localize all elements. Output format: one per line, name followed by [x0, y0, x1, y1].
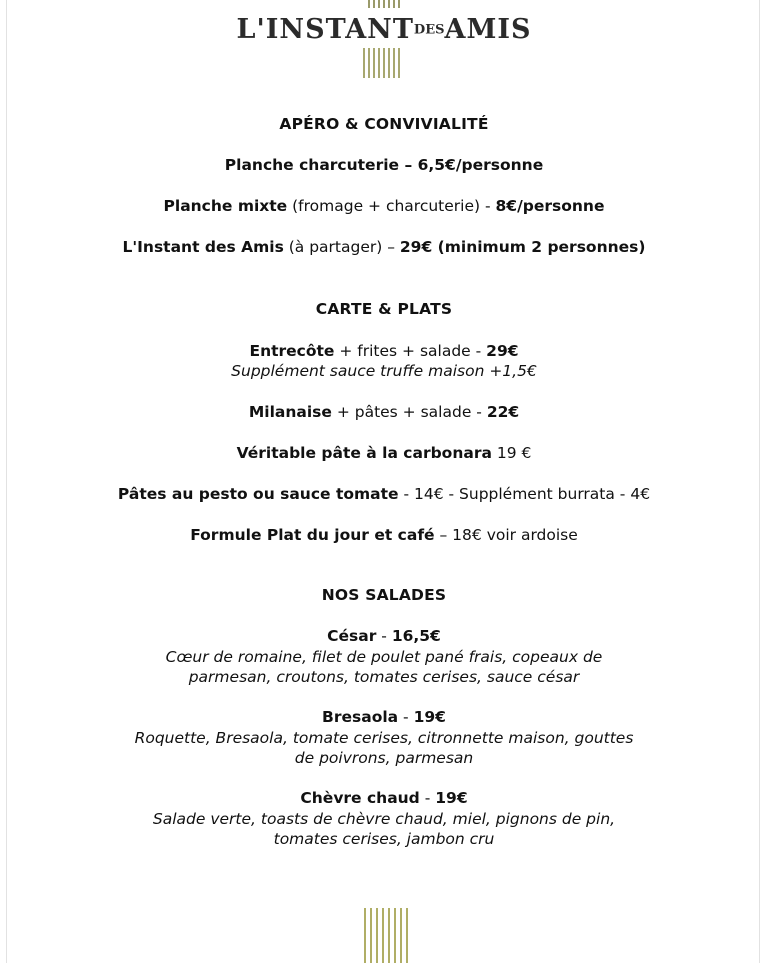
- menu-item: [0, 341, 768, 361]
- salad-desc-line: tomates cerises, jambon cru: [273, 830, 495, 848]
- salad-heading: [0, 707, 768, 727]
- logo-part2: DES: [413, 22, 445, 38]
- item-desc: + pâtes + salade -: [331, 403, 487, 421]
- salad-heading: [0, 788, 768, 808]
- item-name: Pâtes au pesto ou sauce tomate: [117, 485, 399, 503]
- item-price: 22€: [486, 403, 520, 421]
- menu-item: [0, 196, 768, 216]
- item-desc: - 14€ - Supplément burrata - 4€: [398, 485, 651, 503]
- salad-heading: [0, 626, 768, 646]
- salad-desc-line: Cœur de romaine, filet de poulet pané frais, copeaux de: [165, 648, 603, 666]
- menu-item: [0, 402, 768, 422]
- item-desc: – 18€ voir ardoise: [434, 526, 578, 544]
- item-price: 8€/personne: [495, 197, 605, 215]
- menu-item: [0, 525, 768, 545]
- section-title-apero: APÉRO & CONVIVIALITÉ: [279, 115, 489, 133]
- item-name: L'Instant des Amis: [122, 238, 284, 256]
- item-desc: 19 €: [491, 444, 532, 462]
- item-price: 29€ (minimum 2 personnes): [399, 238, 646, 256]
- item-desc: + frites + salade -: [334, 342, 487, 360]
- item-desc: (fromage + charcuterie) -: [287, 197, 496, 215]
- menu-item: [0, 155, 768, 175]
- item-name: Véritable pâte à la carbonara: [236, 444, 492, 462]
- item-name: Formule Plat du jour et café: [190, 526, 435, 544]
- salad-sep: -: [376, 627, 392, 645]
- salad-sep: -: [419, 789, 436, 807]
- salad-price: 16,5€: [391, 627, 441, 645]
- item-note: Supplément sauce truffe maison +1,5€: [231, 362, 537, 380]
- logo-part3: AMIS: [444, 14, 532, 45]
- item-price: – 6,5€/personne: [399, 156, 544, 174]
- section-title-salades: NOS SALADES: [321, 586, 447, 604]
- item-desc: (à partager) –: [283, 238, 400, 256]
- menu-item: [0, 443, 768, 463]
- salad-sep: -: [398, 708, 414, 726]
- logo-part1: L'INSTANT: [236, 14, 414, 45]
- menu-item: [0, 484, 768, 504]
- menu-item: [0, 237, 768, 257]
- salad-desc-line: Roquette, Bresaola, tomate cerises, citronnette maison, gouttes: [134, 729, 634, 747]
- salad-desc-line: Salade verte, toasts de chèvre chaud, miel, pignons de pin,: [152, 810, 616, 828]
- section-title-carte: CARTE & PLATS: [315, 300, 453, 318]
- logo-top-bars: [368, 0, 400, 8]
- salad-name: Bresaola: [322, 708, 399, 726]
- item-name: Planche charcuterie: [224, 156, 400, 174]
- item-name: Entrecôte: [249, 342, 335, 360]
- salad-desc-line: parmesan, croutons, tomates cerises, sauce césar: [188, 668, 580, 686]
- salad-desc-line: de poivrons, parmesan: [294, 749, 474, 767]
- salad-price: 19€: [435, 789, 468, 807]
- item-name: Planche mixte: [163, 197, 288, 215]
- salad-name: Chèvre chaud: [300, 789, 420, 807]
- restaurant-logo: [0, 10, 768, 51]
- bottom-bars-decoration: [364, 908, 410, 963]
- item-name: Milanaise: [248, 403, 332, 421]
- salad-name: César: [327, 627, 377, 645]
- logo-bars-decoration: [363, 48, 403, 78]
- item-price: 29€: [486, 342, 519, 360]
- salad-price: 19€: [413, 708, 446, 726]
